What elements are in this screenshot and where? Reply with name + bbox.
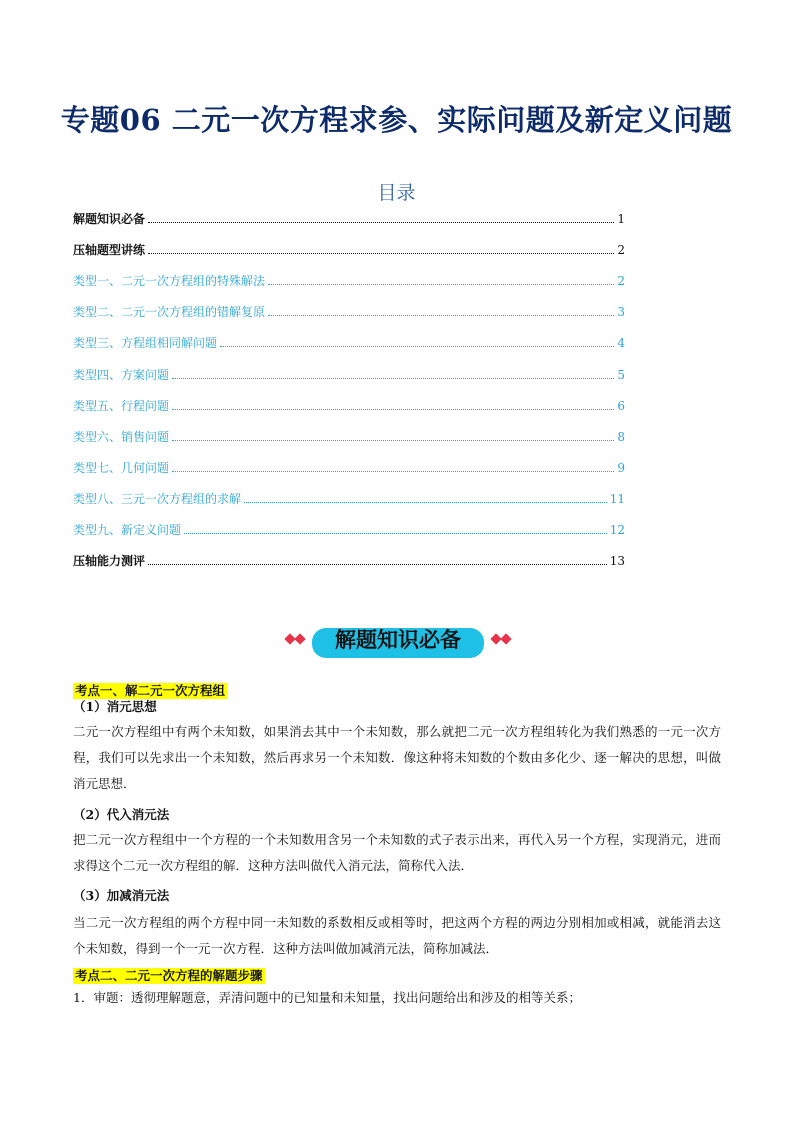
toc-dot-leader [172, 408, 614, 410]
toc-entry[interactable] [73, 240, 625, 260]
toc-page-number: 4 [617, 336, 625, 351]
subheading: （2）代入消元法 [73, 807, 170, 822]
toc-entry[interactable] [73, 396, 625, 416]
toc-dot-leader [172, 470, 614, 472]
toc-page-number: 3 [617, 305, 625, 320]
banner-title: 解题知识必备 [335, 628, 461, 652]
toc-page-number: 6 [617, 398, 625, 413]
diamond-icon [294, 633, 305, 644]
toc-dot-leader [184, 532, 607, 534]
toc-entry[interactable] [73, 271, 625, 291]
toc-dot-leader [172, 377, 614, 379]
toc-page-number: 2 [617, 243, 625, 258]
subheading: （3）加减消元法 [73, 888, 170, 903]
toc-entry[interactable] [73, 489, 625, 509]
step-text: 1．审题：透彻理解题意，弄清问题中的已知量和未知量，找出问题给出和涉及的相等关系； [73, 990, 581, 1005]
subheading: （1）消元思想 [73, 699, 157, 714]
toc-entry[interactable] [73, 302, 625, 322]
kaodian-heading: 考点二、二元一次方程的解题步骤 [75, 968, 263, 983]
kaodian-heading: 考点一、解二元一次方程组 [75, 683, 226, 698]
toc-entry[interactable] [73, 333, 625, 353]
toc-dot-leader [244, 501, 607, 503]
toc-dot-leader [148, 221, 614, 223]
toc-page-number: 13 [609, 554, 625, 569]
toc-page-number: 8 [617, 429, 625, 444]
toc-entry-label: 类型一、二元一次方程组的特殊解法 [73, 274, 266, 289]
toc-entry[interactable] [73, 520, 625, 540]
toc-entry-label: 类型四、方案问题 [73, 367, 170, 382]
toc-page-number: 12 [609, 523, 625, 537]
toc-entry-label: 类型八、三元一次方程组的求解 [73, 491, 242, 506]
toc-entry[interactable] [73, 365, 625, 385]
section-banner [282, 622, 514, 662]
toc-entry[interactable] [73, 427, 625, 447]
toc-entry-label: 压轴题型讲练 [73, 243, 146, 258]
toc-dot-leader [148, 252, 614, 254]
toc-dot-leader [268, 314, 614, 316]
toc-page-number: 11 [609, 491, 625, 506]
toc-entry-label: 类型五、行程问题 [73, 398, 170, 413]
paragraph: 二元一次方程组中有两个未知数，如果消去其中一个未知数，那么就把二元一次方程组转化为我们熟悉的一元一次方程，我们可以先求出一个未知数，然后再求另一个未知数．像这种将未知数的个数由多化少、逐一解决的思想，叫做消元思想． [73, 724, 721, 791]
toc-entry-label: 类型七、几何问题 [73, 460, 170, 475]
toc-entry[interactable] [73, 458, 625, 478]
toc-entry[interactable] [73, 209, 625, 229]
toc-entry-label: 类型二、二元一次方程组的错解复原 [73, 305, 266, 320]
toc-dot-leader [220, 345, 614, 347]
toc-dot-leader [172, 439, 614, 441]
toc-page-number: 9 [617, 460, 625, 475]
toc-page-number: 1 [617, 212, 625, 226]
toc-entry[interactable] [73, 551, 625, 571]
toc-entry-label: 类型三、方程组相同解问题 [73, 336, 218, 351]
toc-entry-label: 类型六、销售问题 [73, 429, 170, 444]
toc-dot-leader [268, 283, 614, 285]
page-title: 专题06 二元一次方程求参、实际问题及新定义问题 [60, 103, 733, 137]
toc-dot-leader [148, 563, 607, 565]
toc-entry-label: 类型九、新定义问题 [73, 523, 182, 537]
toc-page-number: 5 [617, 367, 625, 382]
toc-page-number: 2 [617, 274, 625, 289]
diamond-icon [500, 633, 511, 644]
toc-heading: 目录 [377, 182, 416, 204]
paragraph: 把二元一次方程组中一个方程的一个未知数用含另一个未知数的式子表示出来，再代入另一个方程，实现消元，进而求得这个二元一次方程组的解．这种方法叫做代入消元法，简称代入法． [73, 832, 721, 873]
toc-entry-label: 解题知识必备 [73, 212, 146, 226]
paragraph: 当二元一次方程组的两个方程中同一未知数的系数相反或相等时，把这两个方程的两边分别相加或相减，就能消去这个未知数，得到一个一元一次方程．这种方法叫做加减消元法，简称加减法． [73, 915, 721, 956]
toc-entry-label: 压轴能力测评 [73, 554, 146, 569]
